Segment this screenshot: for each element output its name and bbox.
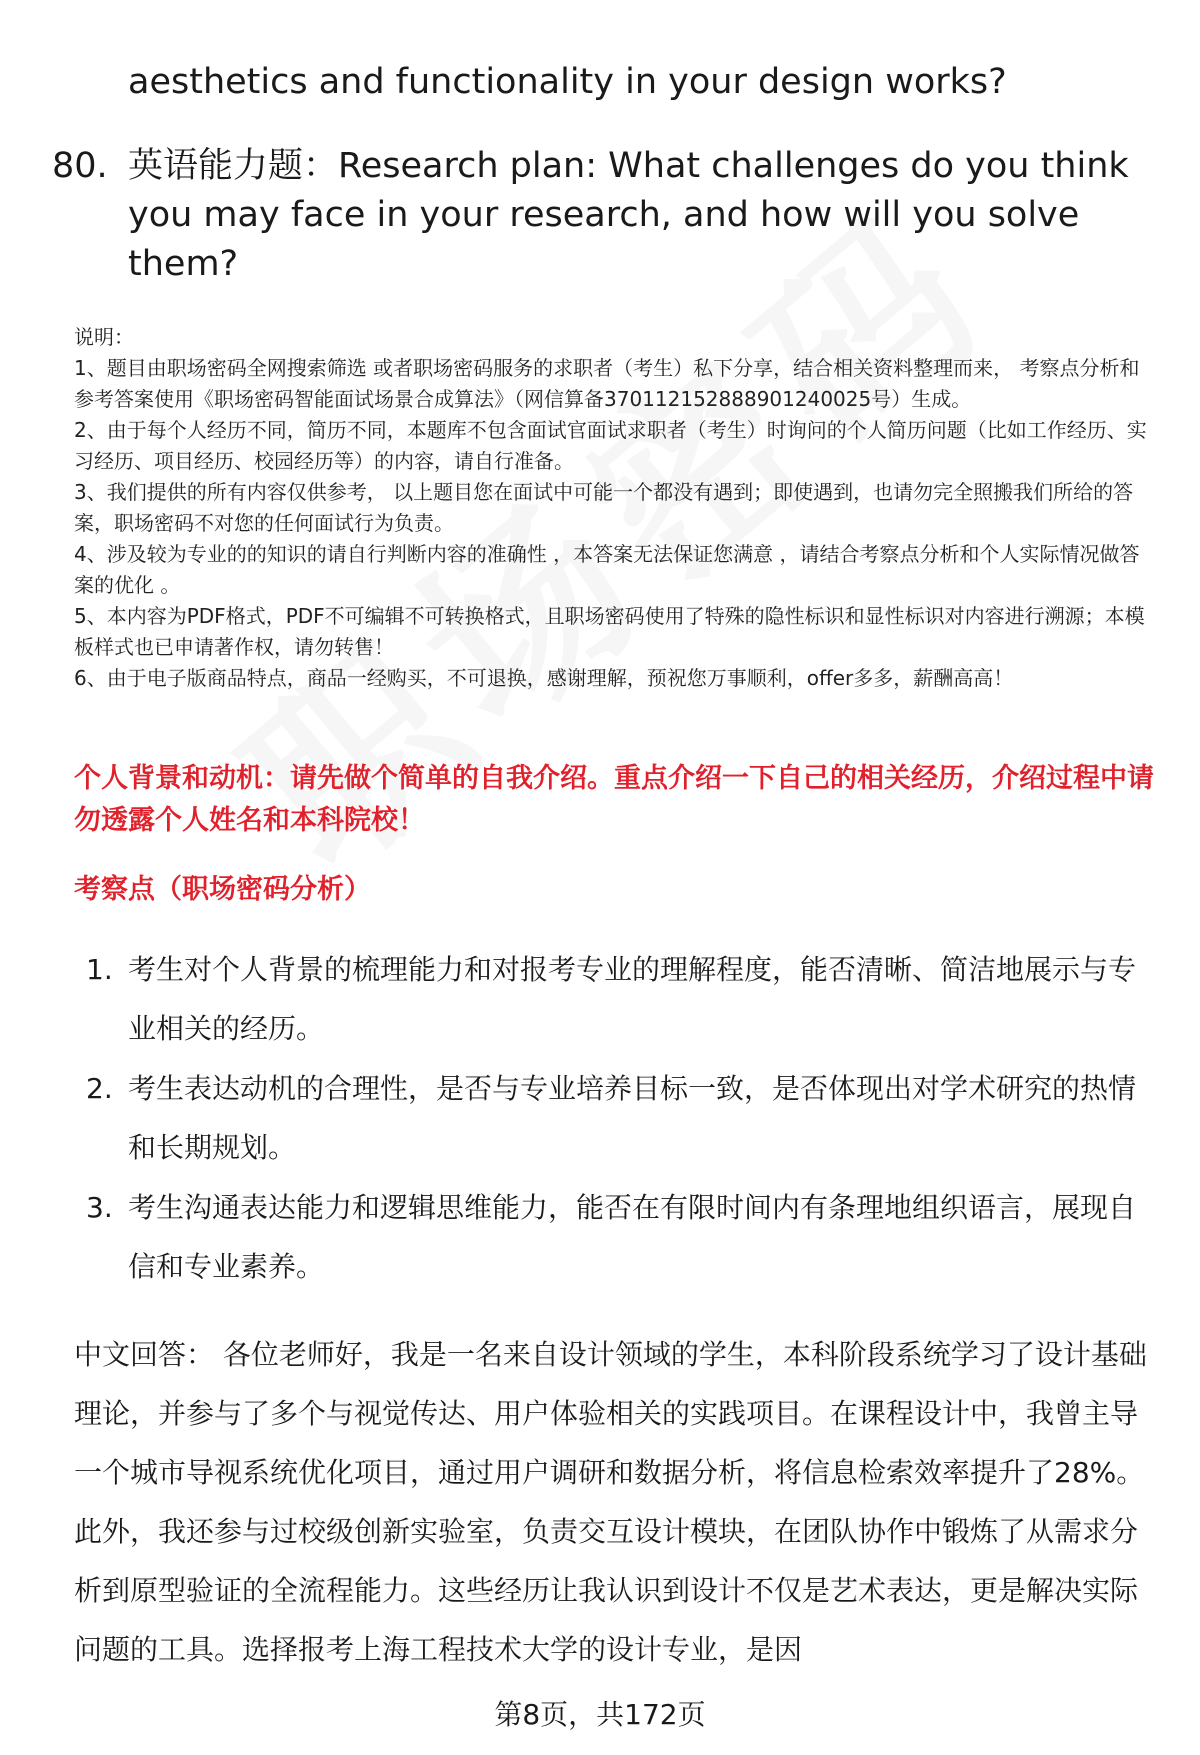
point-number: 2. (86, 1072, 113, 1105)
analysis-points (74, 940, 1154, 1297)
point-text: 考生沟通表达能力和逻辑思维能力，能否在有限时间内有条理地组织语言，展现自信和专业素养。 (128, 1191, 1137, 1283)
notes-section (74, 322, 1154, 694)
question-number: 80. (52, 146, 108, 186)
note-item: 4、涉及较为专业的的知识的请自行判断内容的准确性 ，本答案无法保证您满意 ，请结合考察点分析和个人实际情况做答案的优化 。 (74, 542, 1140, 597)
notes-heading: 说明： (74, 325, 134, 349)
question-text: 英语能力题：Research plan: What challenges do you think you may face in your research, and how will you solve them? (128, 146, 1129, 284)
question-80 (52, 142, 1152, 289)
point-number: 1. (86, 953, 113, 986)
note-item: 6、由于电子版商品特点，商品一经购买，不可退换，感谢理解，预祝您万事顺利，offer多多，薪酬高高！ (74, 666, 1014, 690)
analysis-point (74, 940, 1154, 1058)
question-continuation: aesthetics and functionality in your design works? (128, 62, 1007, 102)
point-text: 考生表达动机的合理性，是否与专业培养目标一致，是否体现出对学术研究的热情和长期规划。 (128, 1072, 1137, 1164)
note-item: 1、题目由职场密码全网搜索筛选 或者职场密码服务的求职者（考生）私下分享，结合相关资料整理而来， 考察点分析和参考答案使用《职场密码智能面试场景合成算法》（网信算备370112152888901240025号）生成。 (74, 356, 1140, 411)
answer-text: 中文回答： 各位老师好，我是一名来自设计领域的学生，本科阶段系统学习了设计基础理论，并参与了多个与视觉传达、用户体验相关的实践项目。在课程设计中，我曾主导一个城市导视系统优化项目，通过用户调研和数据分析，将信息检索效率提升了28%。此外，我还参与过校级创新实验室，负责交互设计模块，在团队协作中锻炼了从需求分析到原型验证的全流程能力。这些经历让我认识到设计不仅是艺术表达，更是解决实际问题的工具。选择报考上海工程技术大学的设计专业，是因 (74, 1338, 1147, 1666)
analysis-title: 考察点（职场密码分析） (74, 874, 371, 905)
note-item: 3、我们提供的所有内容仅供参考， 以上题目您在面试中可能一个都没有遇到；即使遇到，也请勿完全照搬我们所给的答案，职场密码不对您的任何面试行为负责。 (74, 480, 1134, 535)
note-item: 5、本内容为PDF格式，PDF不可编辑不可转换格式，且职场密码使用了特殊的隐性标识和显性标识对内容进行溯源；本模板样式也已申请著作权，请勿转售！ (74, 604, 1145, 659)
analysis-point (74, 1178, 1154, 1296)
point-number: 3. (86, 1191, 113, 1224)
note-item: 2、由于每个人经历不同，简历不同，本题库不包含面试官面试求职者（考生）时询问的个人简历问题（比如工作经历、实习经历、项目经历、校园经历等）的内容，请自行准备。 (74, 418, 1147, 473)
page-footer: 第8页，共172页 (494, 1698, 706, 1731)
current-question: 个人背景和动机：请先做个简单的自我介绍。重点介绍一下自己的相关经历，介绍过程中请勿透露个人姓名和本科院校！ (74, 763, 1154, 836)
analysis-point (74, 1059, 1154, 1177)
point-text: 考生对个人背景的梳理能力和对报考专业的理解程度，能否清晰、简洁地展示与专业相关的经历。 (128, 953, 1137, 1045)
